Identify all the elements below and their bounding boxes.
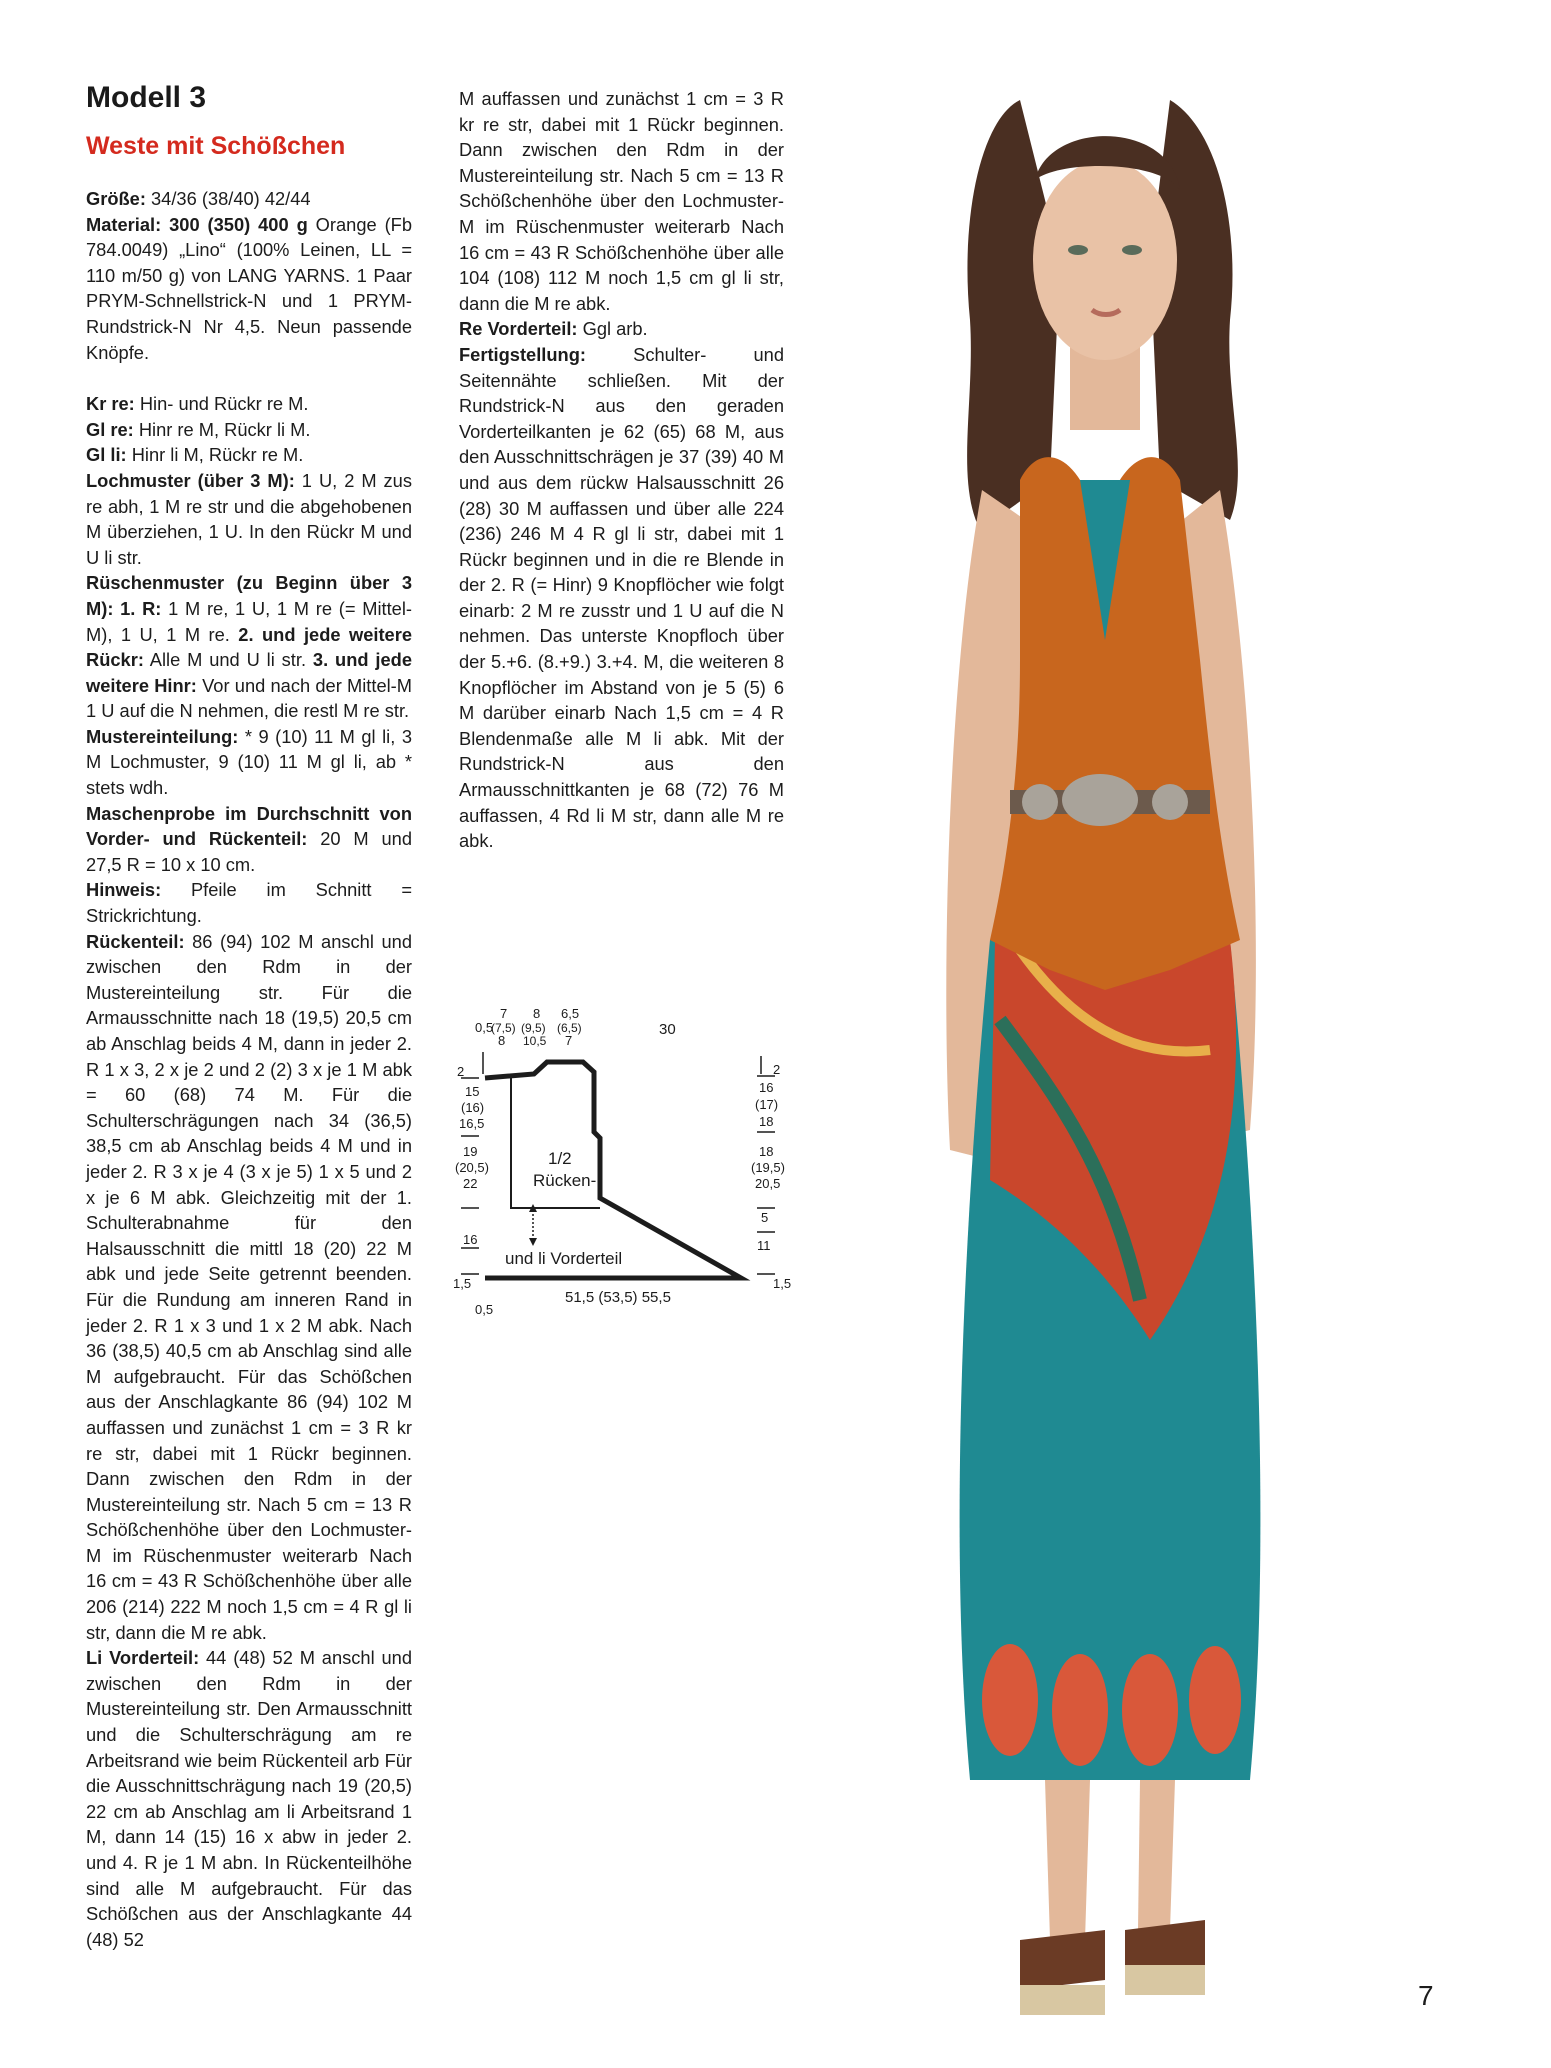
instruction-label: Größe: <box>86 188 146 209</box>
dim-label: (6,5) <box>557 1021 582 1035</box>
piece-label: und li Vorderteil <box>505 1249 623 1268</box>
instruction-paragraph <box>86 801 412 878</box>
instruction-label: Fertigstellung: <box>459 343 586 365</box>
instruction-text: Vor und nach der Mittel-M 1 U auf die N nehmen, die restl M re str. <box>86 674 413 722</box>
dim-label: 18 <box>759 1144 774 1159</box>
dim-label: 2 <box>773 1062 781 1077</box>
instruction-label: Maschenprobe im Durchschnitt von Vorder- und Rückenteil: <box>86 802 412 850</box>
dim-label: 22 <box>463 1176 478 1191</box>
instruction-text: 1 U, 2 M zus re abh, 1 M re str und die abgehobenen M überziehen, 1 U. In den Rückr M und U li str. <box>86 469 412 568</box>
dim-label: 30 <box>659 1021 676 1038</box>
instruction-paragraph <box>86 391 412 417</box>
instruction-paragraph <box>86 570 412 724</box>
instruction-text: 1 M re, 1 U, 1 M re (= Mittel-M), 1 U, 1 M re. <box>86 597 412 645</box>
instruction-text: 44 (48) 52 M anschl und zwischen den Rdm in der Mustereinteilung str. Den Armausschnitt und die Schulterschrägung am re Arbeitsrand wie beim Rückenteil arb Für die Ausschnittschrägung nach 19 (20,5) 22 cm ab Anschlag am li Arbeitsrand 1 M, dann 14 (15) 16 x abw in jeder 2. und 4. R je 1 M abn. In Rückenteilhöhe sind alle M aufgebraucht. Für das Schößchen aus der Anschlagkante 44 (48) 52 <box>86 1647 412 1950</box>
dim-label: 1,5 <box>453 1276 472 1291</box>
instruction-paragraph <box>459 86 784 316</box>
piece-label: Rücken- <box>533 1171 597 1190</box>
instruction-label: Hinweis: <box>86 879 162 901</box>
dim-label: 19 <box>463 1144 478 1159</box>
dim-label: (17) <box>755 1097 779 1112</box>
dim-label: (20,5) <box>455 1160 489 1175</box>
instruction-label: Rüschenmuster (zu Beginn über 3 M): 1. R: <box>86 572 412 619</box>
arrow-down-icon <box>529 1238 537 1246</box>
dim-label: 16 <box>463 1232 478 1247</box>
instruction-label: Gl re: <box>86 418 134 440</box>
dim-label: (19,5) <box>751 1160 785 1175</box>
instruction-text: Ggl arb. <box>577 318 648 340</box>
instruction-paragraph <box>86 1645 412 1952</box>
instruction-label: Kr re: <box>86 393 135 415</box>
instruction-paragraph <box>86 468 412 570</box>
pattern-outline <box>485 1062 741 1278</box>
instruction-paragraph <box>86 442 412 468</box>
instruction-text: 34/36 (38/40) 42/44 <box>145 188 311 209</box>
dim-label: 0,5 <box>475 1302 494 1317</box>
instruction-text: Orange (Fb 784.0049) „Lino“ (100% Leinen, LL = 110 m/50 g) von LANG YARNS. 1 Paar PRYM-Schnellstrick-N und 1 PRYM-Rundstrick-N Nr 4,5. Neun passende Knöpfe. <box>86 213 413 363</box>
dim-label: 18 <box>759 1114 774 1129</box>
instruction-paragraph <box>459 342 784 854</box>
dim-label: 51,5 (53,5) 55,5 <box>565 1289 671 1306</box>
instruction-paragraph <box>86 417 412 443</box>
dim-label: 1,5 <box>773 1276 792 1291</box>
page-number: 7 <box>1418 1980 1434 2011</box>
instruction-label: Rückenteil: <box>86 930 185 952</box>
instruction-paragraph <box>86 877 412 928</box>
model-photo <box>870 60 1330 2050</box>
dim-label: (9,5) <box>521 1021 546 1035</box>
instruction-text: 20 M und 27,5 R = 10 x 10 cm. <box>86 828 412 875</box>
pattern-schematic <box>455 992 795 1332</box>
dim-label: 11 <box>757 1238 771 1253</box>
dim-label: 15 <box>465 1084 480 1099</box>
instruction-label: Re Vorderteil: <box>459 318 578 340</box>
dim-label: 5 <box>761 1210 769 1225</box>
instruction-text: Hinr li M, Rückr re M. <box>126 444 304 466</box>
instruction-label: 2. und jede weitere Rückr: <box>86 623 412 671</box>
instruction-text: Pfeile im Schnitt = Strickrichtung. <box>86 879 412 927</box>
piece-label: 1/2 <box>548 1149 572 1168</box>
instruction-paragraph <box>86 929 412 1646</box>
instruction-paragraph <box>86 186 412 212</box>
instruction-paragraph <box>86 212 412 366</box>
instruction-label: 3. und jede weitere Hinr: <box>86 649 412 696</box>
dim-label: (16) <box>461 1100 485 1115</box>
dim-label: 2 <box>457 1064 465 1079</box>
instruction-paragraph <box>86 724 412 801</box>
instruction-text: Schulter- und Seitennähte schließen. Mit der Rundstrick-N aus den geraden Vorderteilkanten je 62 (65) 68 M, aus den Ausschnittschrägen je 37 (39) 40 M und aus dem rückw Halsausschnitt 26 (28) 30 M auffassen und über alle 224 (236) 246 M 4 R gl li str, dabei mit 1 Rückr beginnen und in die re Blende in der 2. R (= Hinr) 9 Knopflöcher wie folgt einarb: 2 M re zusstr und 1 U auf die N nehmen. Das unterste Knopfloch über der 5.+6. (8.+9.) 3.+4. M, die weiteren 8 Knopflöcher im Abstand von je 5 (5) 6 M darüber einarb Nach 1,5 cm = 4 R Blendenmaße alle M li abk. Mit der Rundstrick-N aus den Armausschnittkanten je 68 (72) 76 M auffassen, 4 Rd li M str, dann alle M re abk. <box>459 343 784 852</box>
instruction-label: Lochmuster (über 3 M): <box>86 469 295 491</box>
dim-label: 6,5 <box>561 1006 580 1021</box>
instruction-text: M auffassen und zunächst 1 cm = 3 R kr re str, dabei mit 1 Rückr beginnen. Dann zwischen den Rdm in der Mustereinteilung str. Nach 5 cm = 13 R Schößchenhöhe über den Lochmuster-M im Rüschenmuster weiterarb Nach 16 cm = 43 R Schößchenhöhe über alle 104 (108) 112 M noch 1,5 cm gl li str, dann die M re abk. <box>459 88 784 314</box>
instruction-text: * 9 (10) 11 M gl li, 3 M Lochmuster, 9 (10) 11 M gl li, ab * stets wdh. <box>86 725 412 799</box>
instructions-column-left <box>86 186 412 1952</box>
instruction-text: 86 (94) 102 M anschl und zwischen den Rdm in der Mustereinteilung str. Für die Armausschnitte nach 18 (19,5) 20,5 cm ab Anschlag beids 4 M, dann in jeder 2. R 1 x 3, 2 x je 2 und 2 (2) 3 x je 1 M abk = 60 (68) 74 M. Für die Schulterschrägungen nach 34 (36,5) 38,5 cm ab Anschlag beids 4 M und in jeder 2. R 3 x je 4 (3 x je 5) 1 x 5 und 2 x je 6 M abk. Gleichzeitig mit der 1. Schulterabnahme für den Halsausschnitt die mittl 18 (20) 22 M abk und jede Seite getrennt beenden. Für die Rundung am inneren Rand in jeder 2. R 1 x 3 und 1 x 2 M abk. Nach 36 (38,5) 40,5 cm ab Anschlag sind alle M aufgebraucht. Für das Schößchen aus der Anschlagkante 86 (94) 102 M auffassen und zunächst 1 cm = 3 R kr re str, dabei mit 1 Rückr beginnen. Dann zwischen den Rdm in der Mustereinteilung str. Nach 5 cm = 13 R Schößchenhöhe über den Lochmuster-M im Rüschenmuster weiterarb Nach 16 cm = 43 R Schößchenhöhe über alle 206 (214) 222 M noch 1,5 cm = 4 R gl li str, dann die M re abk. <box>86 930 412 1643</box>
instruction-label: Gl li: <box>86 444 127 466</box>
page-title: Modell 3 <box>86 81 207 114</box>
dim-label: 10,5 <box>523 1034 547 1048</box>
instruction-text: Hin- und Rückr re M. <box>134 393 309 415</box>
dim-label: 16,5 <box>459 1116 485 1131</box>
dim-label: 8 <box>533 1006 541 1021</box>
dim-label: 20,5 <box>755 1176 781 1191</box>
instructions-column-right <box>459 86 784 854</box>
page-subtitle: Weste mit Schößchen <box>86 132 346 160</box>
instruction-text: Hinr re M, Rückr li M. <box>133 418 311 440</box>
instruction-label: Li Vorderteil: <box>86 1647 200 1669</box>
dim-label: 0,5 <box>475 1020 494 1035</box>
instruction-label: Mustereinteilung: <box>86 725 239 747</box>
dim-label: (7,5) <box>491 1021 516 1035</box>
paragraph-gap <box>86 365 412 391</box>
dim-label: 7 <box>565 1033 573 1048</box>
dim-label: 16 <box>759 1080 774 1095</box>
instruction-paragraph <box>459 316 784 342</box>
instruction-label: Material: 300 (350) 400 g <box>86 213 308 235</box>
dim-label: 7 <box>500 1006 508 1021</box>
dim-label: 8 <box>498 1033 506 1048</box>
instruction-text: Alle M und U li str. <box>143 649 313 671</box>
